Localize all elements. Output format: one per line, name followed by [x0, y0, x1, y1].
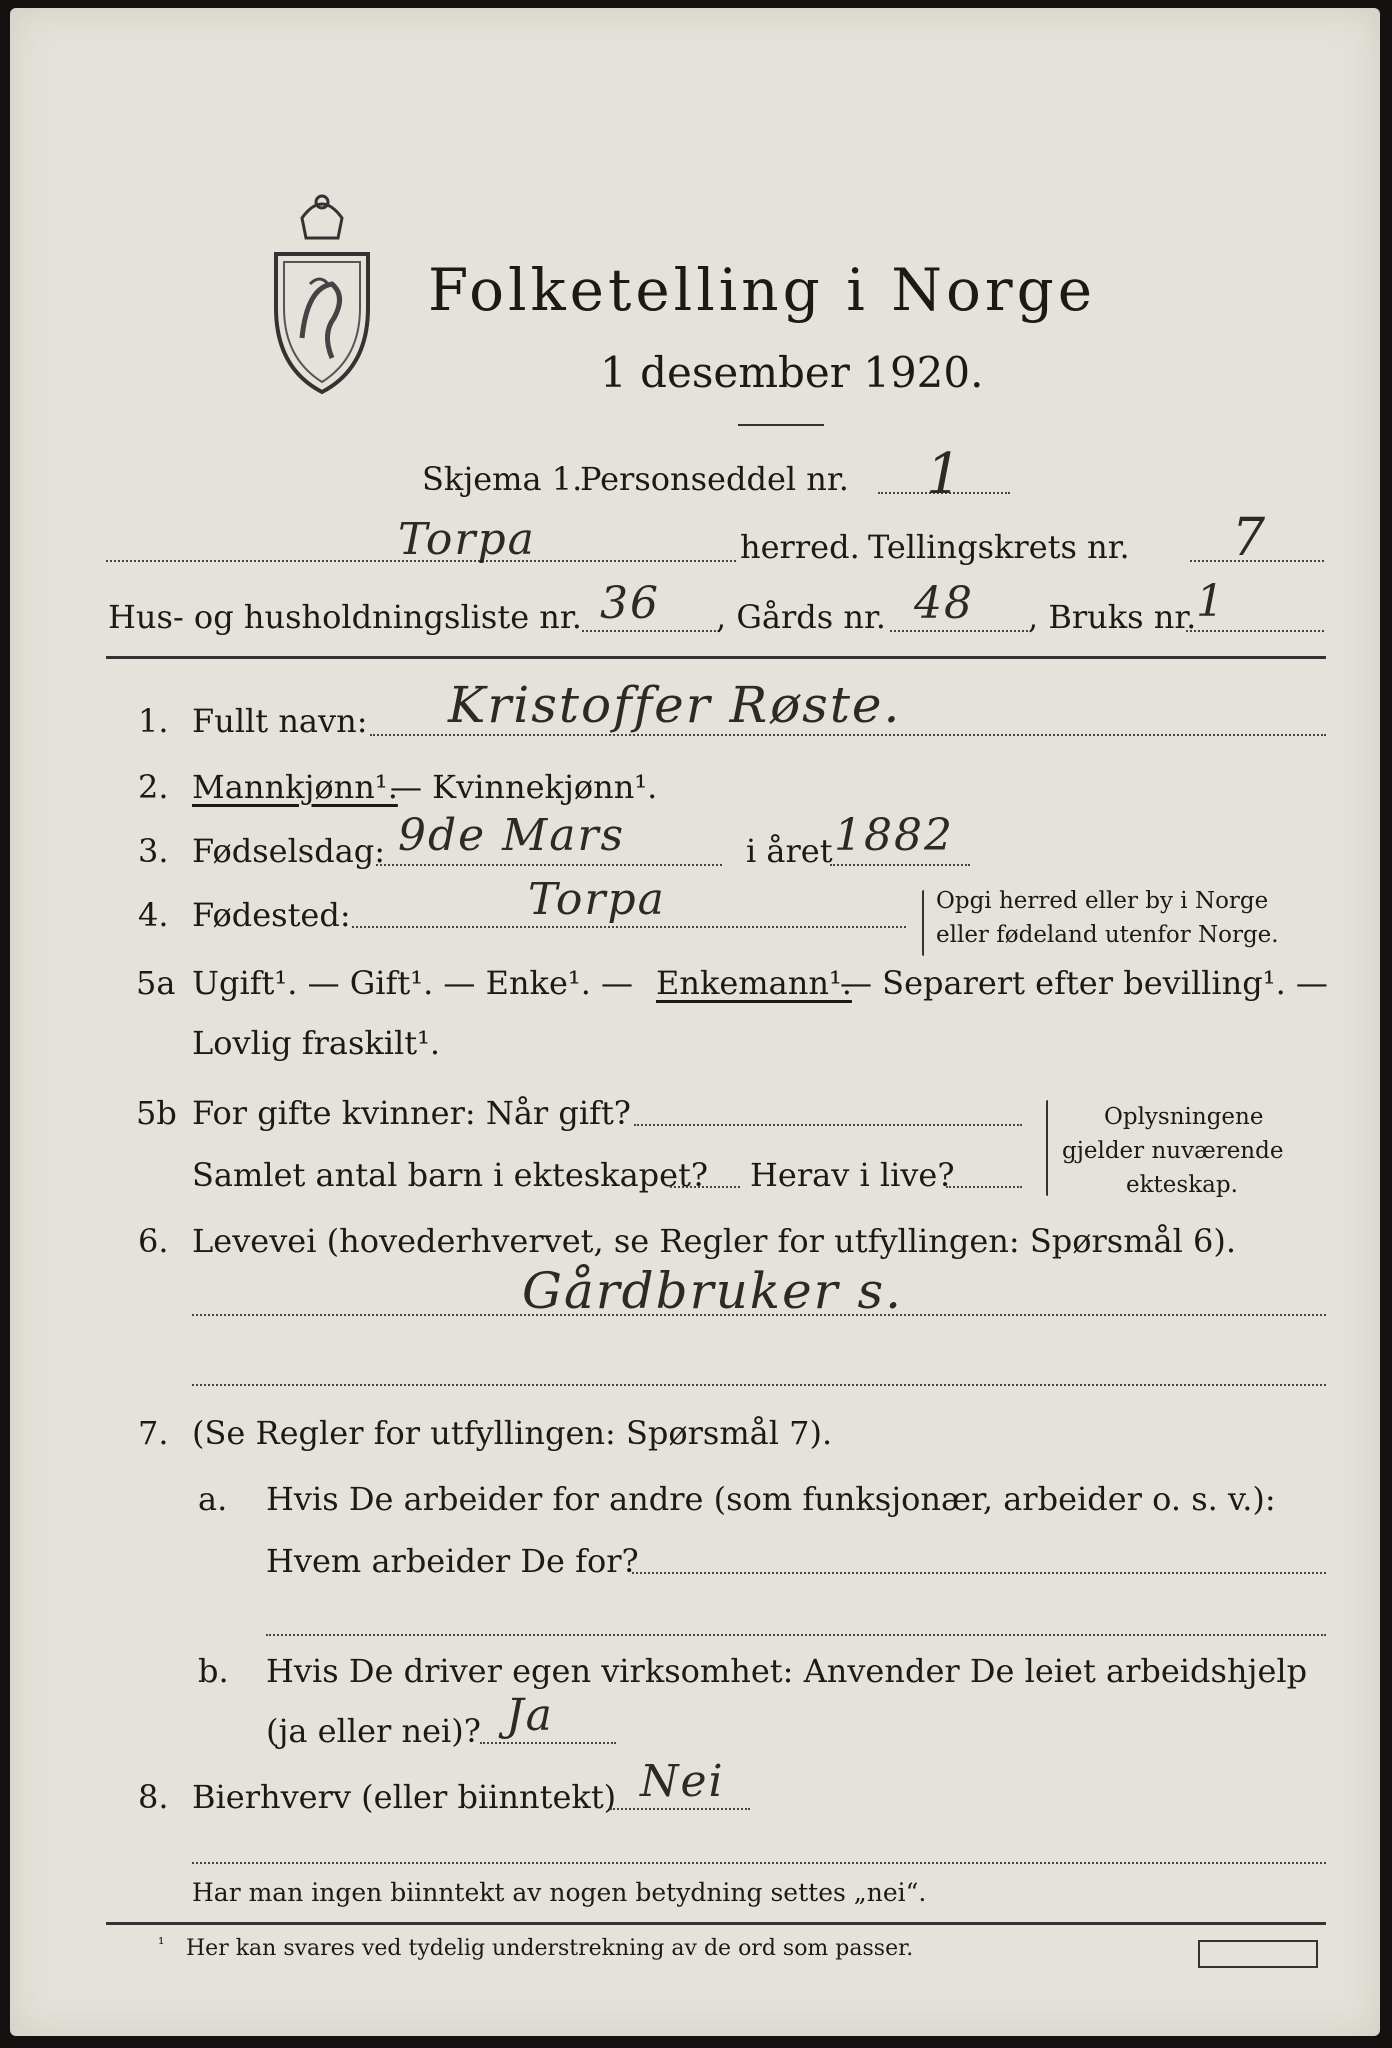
hus-label: Hus- og husholdningsliste nr. — [108, 598, 582, 636]
q7b-value: Ja — [506, 1690, 554, 1741]
herred-value: Torpa — [398, 514, 536, 565]
q8-note: Har man ingen biinntekt av nogen betydning settes „nei“. — [192, 1878, 927, 1907]
q4-note-brace — [922, 890, 924, 956]
printer-stamp — [1198, 1940, 1318, 1968]
q4-label: Fødested: — [192, 896, 351, 934]
footnote-text: Her kan svares ved tydelig understrekning av de ord som passer. — [186, 1936, 914, 1961]
form-title: Folketelling i Norge — [428, 256, 1097, 324]
q7b-field-line — [480, 1742, 616, 1744]
q8-number: 8. — [138, 1778, 169, 1816]
coat-of-arms-icon — [262, 188, 382, 400]
q7a-employer-label: Hvem arbeider De for? — [266, 1542, 639, 1580]
q3-year-label: i året — [746, 832, 833, 870]
q5b-children-field-line — [670, 1186, 740, 1188]
census-form-sheet — [10, 8, 1380, 2036]
q1-value: Kristoffer Røste. — [448, 676, 902, 734]
q5a-options-2: — Separert efter bevilling¹. — — [840, 964, 1328, 1002]
title-divider — [738, 424, 824, 426]
q7b-yesno-label: (ja eller nei)? — [266, 1712, 481, 1750]
q2-number: 2. — [138, 768, 169, 806]
q6-label: Levevei (hovederhvervet, se Regler for utfyllingen: Spørsmål 6). — [192, 1222, 1237, 1260]
q5b-note-line2: gjelder nuværende — [1062, 1138, 1284, 1164]
q1-field-line — [370, 734, 1326, 736]
hus-value: 36 — [600, 578, 660, 629]
q5b-alive-label: Herav i live? — [750, 1156, 955, 1194]
bruks-field-line — [1186, 630, 1324, 632]
q8-label: Bierhverv (eller biinntekt) — [192, 1778, 617, 1816]
footer-divider — [106, 1922, 1326, 1925]
q5b-children-label: Samlet antal barn i ekteskapet? — [192, 1156, 709, 1194]
footnote-mark: ¹ — [158, 1934, 165, 1953]
q5b-married-field-line — [634, 1124, 1022, 1126]
q5b-note-line1: Oplysningene — [1104, 1104, 1264, 1130]
personseddel-label: Personseddel nr. — [580, 460, 849, 498]
schema-label: Skjema 1. — [422, 460, 583, 498]
q3-year-value: 1882 — [834, 810, 954, 861]
q7b-letter: b. — [198, 1652, 229, 1690]
q7-label: (Se Regler for utfyllingen: Spørsmål 7). — [192, 1414, 833, 1452]
q8-value: Nei — [640, 1756, 725, 1807]
q4-field-line — [352, 926, 906, 928]
q7b-label: Hvis De driver egen virksomhet: Anvender De leiet arbeidshjelp — [266, 1652, 1308, 1690]
q5b-note-brace — [1046, 1100, 1048, 1196]
gards-field-line — [890, 630, 1028, 632]
tellingskrets-label: Tellingskrets nr. — [868, 528, 1130, 566]
q5a-number: 5a — [136, 964, 176, 1002]
q3-label: Fødselsdag: — [192, 832, 386, 870]
personseddel-value: 1 — [926, 442, 964, 507]
bruks-label: , Bruks nr. — [1028, 598, 1197, 636]
header-divider — [106, 656, 1326, 659]
q2-other-options: — Kvinnekjønn¹. — [390, 768, 658, 806]
q7a-label: Hvis De arbeider for andre (som funksjonær, arbeider o. s. v.): — [266, 1480, 1276, 1518]
gards-value: 48 — [914, 578, 974, 629]
hus-field-line — [582, 630, 720, 632]
form-date: 1 desember 1920. — [600, 348, 984, 397]
q8-field-line-2 — [192, 1862, 1326, 1864]
q7a-employer-field-line-2 — [266, 1634, 1326, 1636]
q3-field-line — [376, 864, 722, 866]
q3-number: 3. — [138, 832, 169, 870]
bruks-value: 1 — [1196, 576, 1226, 627]
q7a-employer-field-line — [632, 1572, 1326, 1574]
q4-number: 4. — [138, 896, 169, 934]
q5b-number: 5b — [136, 1094, 177, 1132]
q7a-letter: a. — [198, 1480, 228, 1518]
q7-number: 7. — [138, 1414, 169, 1452]
q1-number: 1. — [138, 702, 169, 740]
gards-label: , Gårds nr. — [716, 598, 886, 636]
q5b-note-line3: ekteskap. — [1126, 1172, 1238, 1198]
q6-field-line-2 — [192, 1384, 1326, 1386]
herred-label: herred. — [740, 528, 860, 566]
q5a-line2: Lovlig fraskilt¹. — [192, 1024, 441, 1062]
q3-year-field-line — [830, 864, 970, 866]
q1-label: Fullt navn: — [192, 702, 368, 740]
q5a-options-1: Ugift¹. — Gift¹. — Enke¹. — — [192, 964, 634, 1002]
q6-number: 6. — [138, 1222, 169, 1260]
q5b-label: For gifte kvinner: Når gift? — [192, 1094, 631, 1132]
q4-note-line1: Opgi herred eller by i Norge — [936, 888, 1269, 914]
q4-note-line2: eller fødeland utenfor Norge. — [936, 922, 1279, 948]
q2-male-option: Mannkjønn¹. — [192, 768, 398, 806]
q6-value: Gårdbruker s. — [522, 1262, 904, 1320]
tellingskrets-value: 7 — [1232, 508, 1268, 568]
q5b-alive-field-line — [946, 1186, 1022, 1188]
q8-field-line — [610, 1808, 750, 1810]
q5a-enkemann-option: Enkemann¹. — [656, 964, 852, 1002]
q3-value: 9de Mars — [398, 810, 626, 861]
q4-value: Torpa — [528, 874, 666, 925]
